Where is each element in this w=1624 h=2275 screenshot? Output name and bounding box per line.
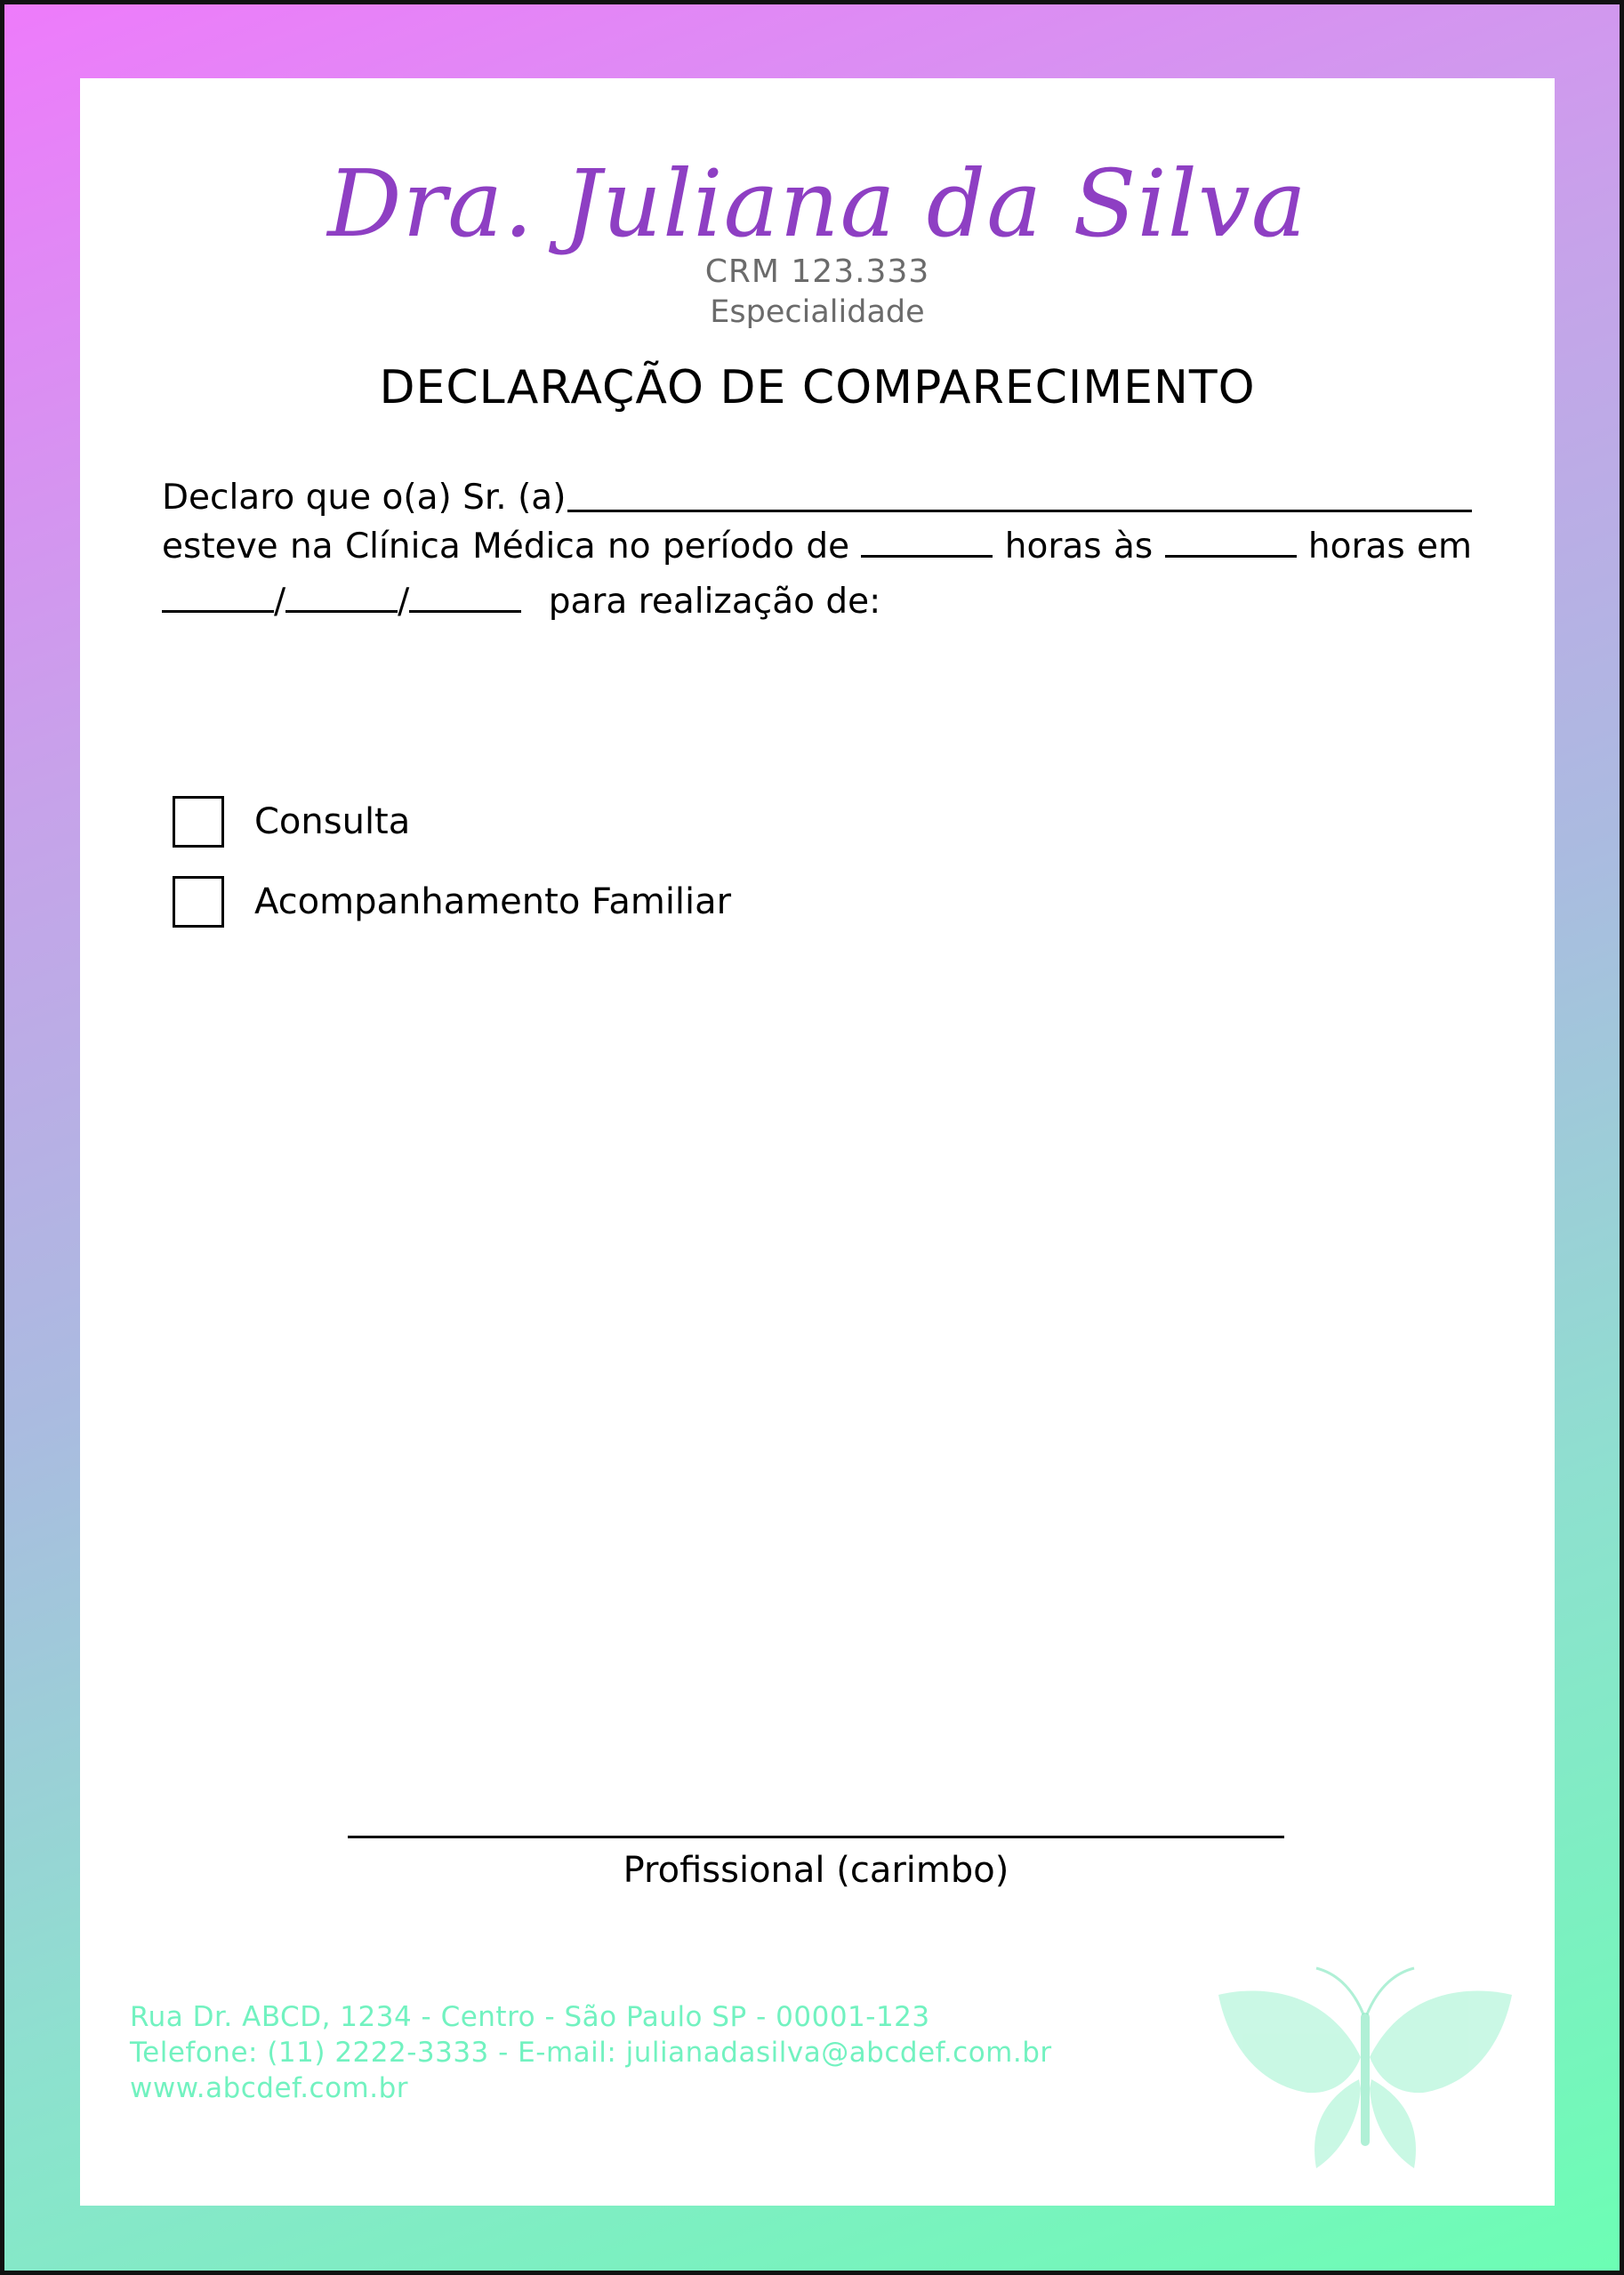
signature-label: Profissional (carimbo) [623, 1850, 1009, 1891]
declaration-text-5: para realização de: [548, 582, 881, 622]
document-title: DECLARAÇÃO DE COMPARECIMENTO [379, 361, 1256, 414]
footer-phone-email: Telefone: (11) 2222-3333 - E-mail: julianadasilva@abcdef.com.br [130, 2037, 1052, 2069]
specialty: Especialidade [710, 294, 925, 330]
footer-address: Rua Dr. ABCD, 1234 - Centro - São Paulo SP - 00001-123 [130, 2001, 930, 2033]
declaration-line-2 [162, 527, 1472, 573]
year-field[interactable] [409, 583, 521, 613]
acompanhamento-label: Acompanhamento Familiar [254, 881, 732, 922]
start-hour-field[interactable] [861, 528, 993, 558]
declaration-text-1: Declaro que o(a) Sr. (a) [162, 478, 567, 518]
day-field[interactable] [162, 583, 274, 613]
declaration-text-3: horas às [1004, 527, 1154, 567]
document-sheet [80, 78, 1555, 2206]
acompanhamento-checkbox[interactable] [173, 876, 224, 928]
date-separator: / [398, 582, 410, 622]
option-consulta[interactable] [173, 796, 410, 848]
month-field[interactable] [285, 583, 398, 613]
crm-number: CRM 123.333 [704, 253, 930, 290]
option-acompanhamento[interactable] [173, 876, 731, 928]
consulta-checkbox[interactable] [173, 796, 224, 848]
signature-line[interactable] [348, 1836, 1284, 1838]
consulta-label: Consulta [254, 801, 411, 842]
date-separator: / [274, 582, 286, 622]
footer-contact [130, 1999, 1052, 2106]
patient-name-field[interactable] [567, 509, 1472, 512]
declaration-text-4: horas em [1307, 527, 1473, 567]
footer-website: www.abcdef.com.br [130, 2072, 409, 2104]
butterfly-icon [1218, 1959, 1512, 2173]
end-hour-field[interactable] [1165, 528, 1297, 558]
declaration-line-1 [162, 471, 1472, 518]
declaration-line-3 [162, 582, 1472, 628]
declaration-text-2: esteve na Clínica Médica no período de [162, 527, 850, 567]
doctor-name: Dra. Juliana da Silva [327, 149, 1307, 258]
